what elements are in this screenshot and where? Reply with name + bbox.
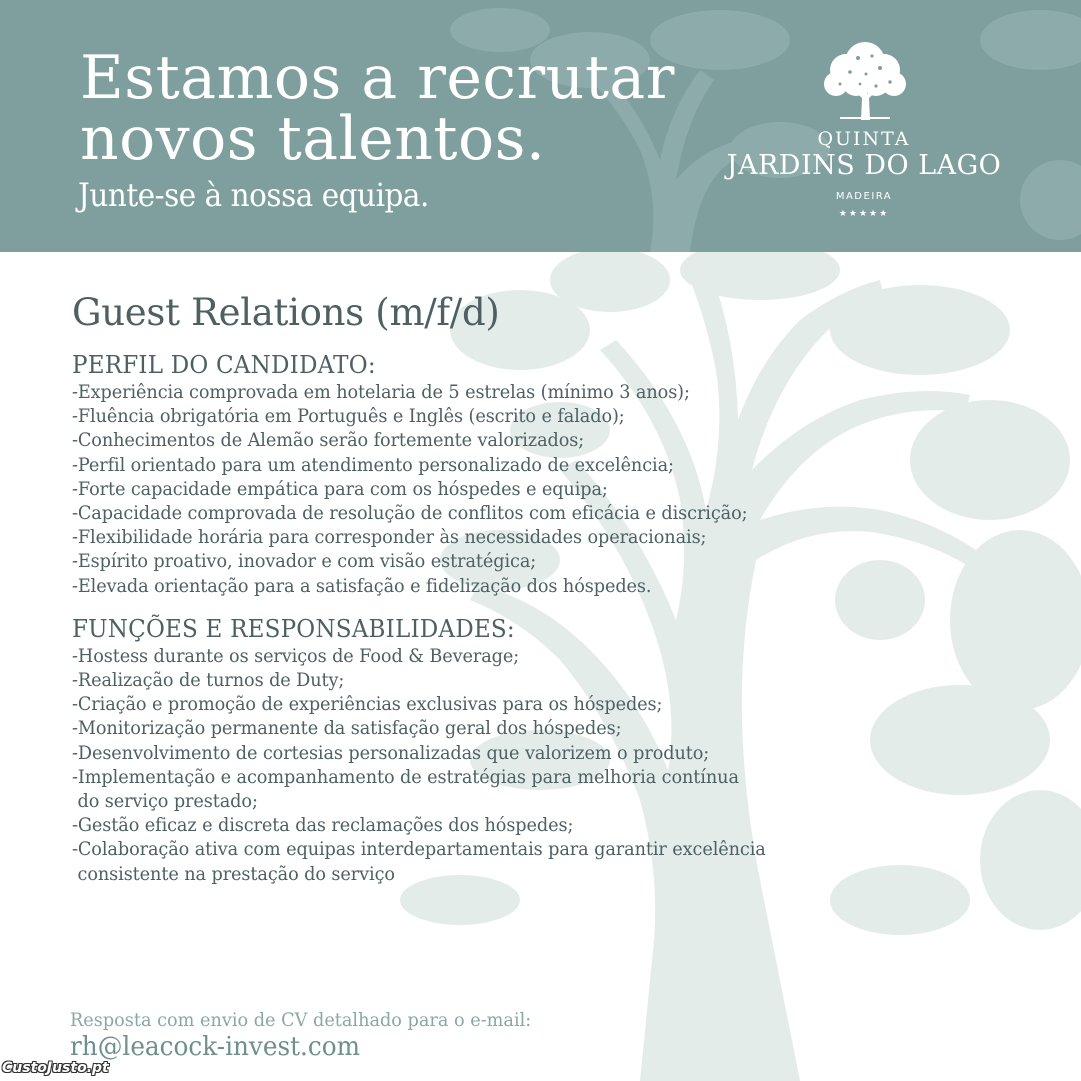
list-item: -Conhecimentos de Alemão serão fortemente valorizados;	[72, 429, 585, 452]
watermark-logo: CustoJusto.pt	[2, 1060, 109, 1076]
contact-info	[70, 1008, 566, 1062]
list-item: -Flexibilidade horária para corresponder às necessidades operacionais;	[72, 526, 707, 549]
job-description	[72, 290, 1032, 886]
job-title: Guest Relations (m/f/d)	[72, 291, 500, 334]
contact-email: rh@leacock-invest.com	[70, 1032, 361, 1062]
list-item: -Fluência obrigatória em Português e Inglês (escrito e falado);	[72, 405, 625, 428]
headline-line-2: novos talentos.	[80, 104, 546, 174]
list-item: -Hostess durante os serviços de Food & Beverage;	[72, 644, 520, 667]
headline-line-1: Estamos a recrutar	[80, 43, 675, 113]
contact-instructions: Resposta com envio de CV detalhado para o e-mail:	[70, 1009, 532, 1031]
list-item: -Perfil orientado para um atendimento personalizado de excelência;	[72, 453, 674, 476]
list-item: -Forte capacidade empática para com os hóspedes e equipa;	[72, 477, 608, 500]
list-item: -Monitorização permanente da satisfação geral dos hóspedes;	[72, 717, 622, 740]
list-item: -Experiência comprovada em hotelaria de 5 estrelas (mínimo 3 anos);	[72, 381, 690, 403]
tagline: Junte-se à nossa equipa.	[78, 176, 429, 214]
logo-quinta: QUINTA	[817, 128, 911, 150]
logo-stars: ★★★★★	[838, 209, 890, 219]
hotel-logo	[712, 36, 1016, 232]
profile-section-title: PERFIL DO CANDIDATO:	[72, 351, 376, 379]
list-item: -Gestão eficaz e discreta das reclamações dos hóspedes;	[72, 814, 574, 837]
logo-region: MADEIRA	[835, 191, 893, 202]
list-item: -Implementação e acompanhamento de estratégias para melhoria contínua	[72, 765, 739, 788]
recruitment-banner	[0, 0, 1081, 252]
list-item: -Espírito proativo, inovador e com visão estratégica;	[72, 550, 537, 573]
responsibilities-section-title: FUNÇÕES E RESPONSABILIDADES:	[72, 614, 515, 643]
list-item: -Realização de turnos de Duty;	[72, 669, 345, 692]
logo-name: JARDINS DO LAGO	[726, 150, 1002, 181]
list-item: do serviço prestado;	[72, 790, 258, 813]
list-item: consistente na prestação do serviço	[72, 862, 395, 885]
responsibilities-list	[72, 644, 1032, 886]
list-item: -Colaboração ativa com equipas interdepartamentais para garantir excelência	[72, 838, 766, 861]
tree-icon	[820, 38, 910, 120]
list-item: -Capacidade comprovada de resolução de conflitos com eficácia e discrição;	[72, 502, 748, 525]
list-item: -Desenvolvimento de cortesias personalizadas que valorizem o produto;	[72, 741, 710, 764]
list-item: -Criação e promoção de experiências exclusivas para os hóspedes;	[72, 693, 663, 716]
list-item: -Elevada orientação para a satisfação e fidelização dos hóspedes.	[72, 574, 652, 597]
profile-list	[72, 380, 1032, 598]
